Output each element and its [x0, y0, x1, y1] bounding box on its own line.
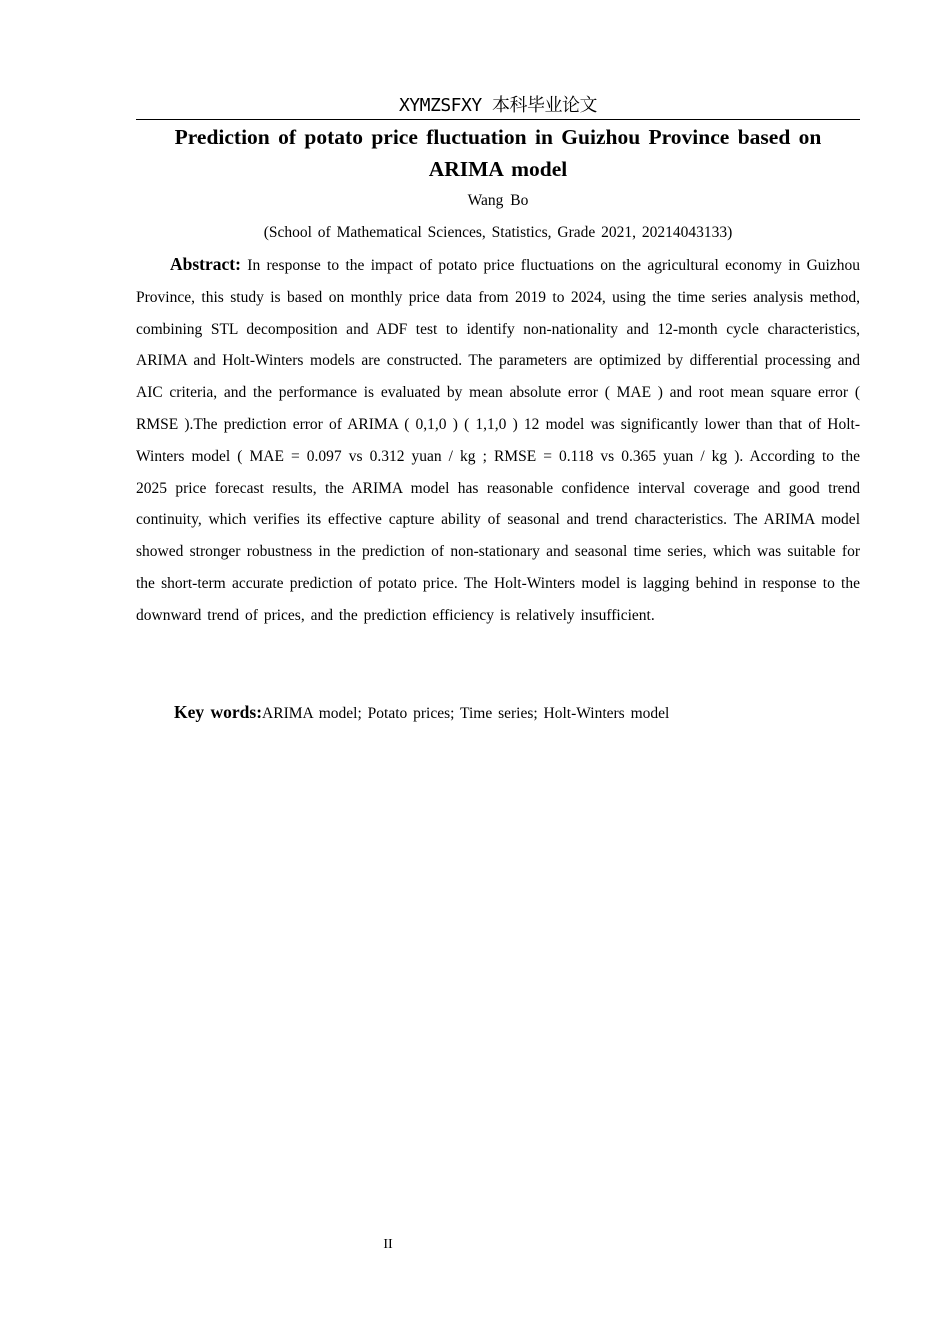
keywords-paragraph [136, 698, 860, 728]
keywords-label: Key words: [174, 702, 263, 722]
author-affiliation: (School of Mathematical Sciences, Statistics, Grade 2021, 20214043133) [263, 224, 733, 241]
page-number: II [383, 1237, 393, 1252]
header-text: XYMZSFXY 本科毕业论文 [398, 95, 598, 116]
keywords-text: ARIMA model; Potato prices; Time series; Holt-Winters model [262, 705, 670, 722]
running-header [136, 93, 860, 120]
abstract-paragraph [136, 249, 860, 632]
abstract-text: In response to the impact of potato price fluctuations on the agricultural economy in Guizhou Province, this study is based on monthly price data from 2019 to 2024, using the time series analysis method, combining STL decomposition and ADF test to identify non-nationality and 12-month cycle characteristics, ARIMA and Holt-Winters models are constructed. The parameters are optimized by differential processing and AIC criteria, and the performance is evaluated by mean absolute error ( MAE ) and root mean square error ( RMSE ).The prediction error of ARIMA ( 0,1,0 ) ( 1,1,0 ) 12 model was significantly lower than that of Holt-Winters model ( MAE = 0.097 vs 0.312 yuan / kg ; RMSE = 0.118 vs 0.365 yuan / kg ). According to the 2025 price forecast results, the ARIMA model has reasonable confidence interval coverage and good trend continuity, which verifies its effective capture ability of seasonal and trend characteristics. The ARIMA model showed stronger robustness in the prediction of non-stationary and seasonal time series, which was suitable for the short-term accurate prediction of potato price. The Holt-Winters model is lagging behind in response to the downward trend of prices, and the prediction efficiency is relatively insufficient. [136, 257, 860, 624]
abstract-label: Abstract: [170, 254, 241, 274]
paper-title: Prediction of potato price fluctuation in Guizhou Province based on ARIMA model [174, 125, 822, 181]
author-name: Wang Bo [467, 192, 529, 209]
